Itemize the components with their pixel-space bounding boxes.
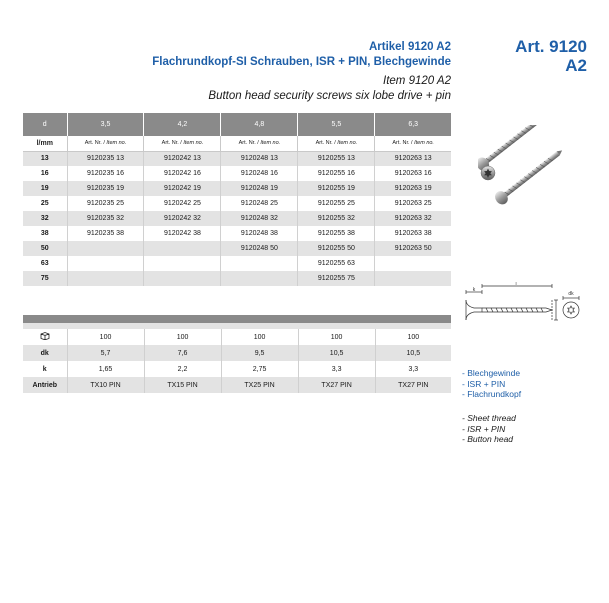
screw-technical-drawing	[460, 282, 585, 332]
size-header: 3,5	[67, 113, 144, 136]
feature-en: - Sheet thread	[462, 413, 516, 423]
article-rows	[23, 151, 451, 286]
item-number-cell: 9120248 25	[221, 196, 298, 211]
item-number-cell: 9120255 25	[298, 196, 375, 211]
length-label: 50	[23, 241, 67, 256]
table-row	[23, 196, 451, 211]
item-number-cell	[144, 271, 221, 286]
item-number-cell: 9120248 32	[221, 211, 298, 226]
item-number-cell: 9120242 25	[144, 196, 221, 211]
item-number-cell: 9120235 19	[67, 181, 144, 196]
length-label: 75	[23, 271, 67, 286]
item-number-cell: 9120255 75	[298, 271, 375, 286]
item-number-cell: 9120263 38	[375, 226, 451, 241]
feature-en: - Button head	[462, 434, 514, 444]
k-value: 2,75	[221, 361, 298, 377]
item-number-cell: 9120255 16	[298, 166, 375, 181]
d-label: d	[23, 113, 67, 136]
lmm-label: l/mm	[23, 136, 67, 151]
drive-row	[23, 377, 451, 393]
features-de	[462, 368, 521, 400]
diameter-header-row	[23, 113, 451, 136]
item-number-cell	[67, 241, 144, 256]
screw-product-photo	[478, 125, 578, 215]
item-number-cell: 9120263 16	[375, 166, 451, 181]
k-row	[23, 361, 451, 377]
item-no-de: Art. Nr. /	[238, 140, 259, 147]
item-number-cell: 9120235 16	[67, 166, 144, 181]
article-title-en-2: Button head security screws six lobe drive + pin	[208, 90, 451, 102]
article-title-de-1: Artikel 9120 A2	[368, 41, 451, 53]
table-row	[23, 241, 451, 256]
item-no-header	[375, 136, 451, 151]
table-row	[23, 256, 451, 271]
item-no-de: Art. Nr. /	[161, 140, 182, 147]
item-no-en: Item no.	[183, 140, 204, 147]
item-no-en: Item no.	[106, 140, 127, 147]
item-number-cell: 9120263 50	[375, 241, 451, 256]
drive-value: TX25 PIN	[221, 377, 298, 393]
pack-value: 100	[375, 329, 451, 345]
article-title-de-2: Flachrundkopf-SI Schrauben, ISR + PIN, Blechgewinde	[152, 56, 451, 68]
pack-row	[23, 329, 451, 345]
item-number-cell: 9120242 16	[144, 166, 221, 181]
item-no-en: Item no.	[414, 140, 434, 147]
feature-de: - ISR + PIN	[462, 378, 506, 389]
pack-value: 100	[67, 329, 144, 345]
item-number-cell: 9120248 38	[221, 226, 298, 241]
drive-value: TX15 PIN	[144, 377, 221, 393]
item-number-cell	[67, 271, 144, 286]
item-no-en: Item no.	[260, 140, 281, 147]
dk-label: dk	[23, 345, 67, 361]
table-row	[23, 166, 451, 181]
item-number-cell: 9120263 32	[375, 211, 451, 226]
item-number-cell: 9120248 16	[221, 166, 298, 181]
item-number-cell: 9120263 25	[375, 196, 451, 211]
spec-table	[23, 315, 451, 393]
item-number-cell: 9120242 13	[144, 151, 221, 166]
dk-row	[23, 345, 451, 361]
drawing-l-label: l	[515, 282, 517, 287]
size-header: 4,2	[144, 113, 221, 136]
size-header: 6,3	[375, 113, 451, 136]
item-number-cell: 9120255 63	[298, 256, 375, 271]
item-number-cell: 9120235 32	[67, 211, 144, 226]
length-label: 19	[23, 181, 67, 196]
feature-de: - Flachrundkopf	[462, 389, 522, 399]
size-header: 4,8	[221, 113, 298, 136]
item-number-cell	[375, 256, 451, 271]
pack-value: 100	[144, 329, 221, 345]
drawing-dk-label: dk	[568, 291, 574, 297]
features-en	[462, 413, 516, 445]
item-number-cell	[144, 241, 221, 256]
dk-value: 7,6	[144, 345, 221, 361]
length-label: 38	[23, 226, 67, 241]
dk-value: 5,7	[67, 345, 144, 361]
package-icon	[23, 329, 67, 345]
item-number-cell	[221, 271, 298, 286]
item-number-cell: 9120255 50	[298, 241, 375, 256]
item-number-cell	[144, 256, 221, 271]
table-row	[23, 151, 451, 166]
drive-label: Antrieb	[23, 377, 67, 393]
dk-value: 10,5	[375, 345, 451, 361]
item-number-cell: 9120235 25	[67, 196, 144, 211]
drive-value: TX27 PIN	[375, 377, 451, 393]
item-number-cell: 9120248 13	[221, 151, 298, 166]
item-number-cell: 9120248 19	[221, 181, 298, 196]
article-table	[23, 113, 451, 286]
article-material-big: A2	[565, 56, 587, 75]
length-label: 32	[23, 211, 67, 226]
table-row	[23, 211, 451, 226]
dk-value: 10,5	[298, 345, 375, 361]
size-header: 5,5	[298, 113, 375, 136]
article-number-big: Art. 9120	[515, 37, 587, 56]
item-no-en: Item no.	[337, 140, 358, 147]
item-no-de: Art. Nr. /	[84, 140, 105, 147]
item-no-header-row	[23, 136, 451, 151]
item-no-header	[67, 136, 144, 151]
k-label: k	[23, 361, 67, 377]
pack-value: 100	[221, 329, 298, 345]
item-number-cell: 9120255 32	[298, 211, 375, 226]
length-label: 25	[23, 196, 67, 211]
pack-value: 100	[298, 329, 375, 345]
item-no-header	[144, 136, 221, 151]
item-no-de: Art. Nr. /	[315, 140, 336, 147]
item-no-de: Art. Nr. /	[392, 140, 413, 147]
item-number-cell: 9120248 50	[221, 241, 298, 256]
item-no-header	[221, 136, 298, 151]
item-number-cell: 9120235 38	[67, 226, 144, 241]
item-number-cell	[375, 271, 451, 286]
item-number-cell: 9120255 13	[298, 151, 375, 166]
k-value: 3,3	[375, 361, 451, 377]
item-number-cell: 9120255 19	[298, 181, 375, 196]
item-number-cell: 9120263 19	[375, 181, 451, 196]
length-label: 13	[23, 151, 67, 166]
item-number-cell: 9120255 38	[298, 226, 375, 241]
item-number-cell: 9120242 38	[144, 226, 221, 241]
drive-value: TX27 PIN	[298, 377, 375, 393]
table-row	[23, 181, 451, 196]
k-value: 3,3	[298, 361, 375, 377]
item-number-cell: 9120263 13	[375, 151, 451, 166]
length-label: 16	[23, 166, 67, 181]
k-value: 1,65	[67, 361, 144, 377]
k-value: 2,2	[144, 361, 221, 377]
item-no-header	[298, 136, 375, 151]
table-row	[23, 271, 451, 286]
item-number-cell: 9120235 13	[67, 151, 144, 166]
table-row	[23, 226, 451, 241]
item-number-cell: 9120242 32	[144, 211, 221, 226]
length-label: 63	[23, 256, 67, 271]
drive-value: TX10 PIN	[67, 377, 144, 393]
article-title-en-1: Item 9120 A2	[383, 75, 451, 87]
item-number-cell: 9120242 19	[144, 181, 221, 196]
item-number-cell	[67, 256, 144, 271]
feature-de: - Blechgewinde	[462, 368, 521, 378]
spec-header-bar	[23, 315, 451, 323]
item-number-cell	[221, 256, 298, 271]
feature-en: - ISR + PIN	[462, 423, 506, 434]
dk-value: 9,5	[221, 345, 298, 361]
drawing-k-label: k	[472, 287, 476, 293]
